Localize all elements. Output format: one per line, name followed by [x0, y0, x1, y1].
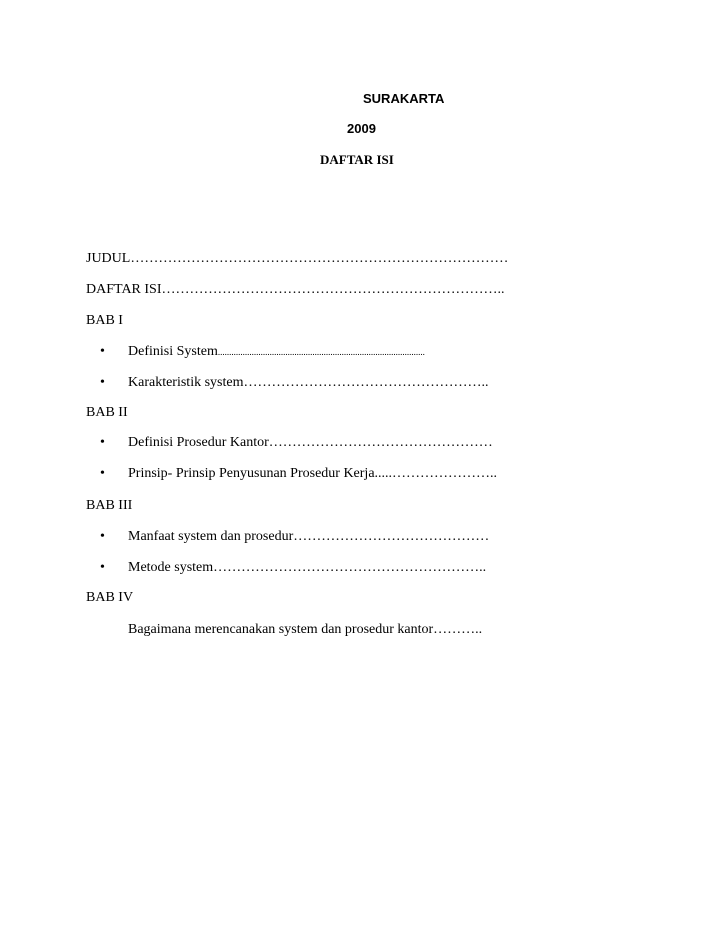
bab-1-heading: BAB I — [86, 313, 123, 328]
bab-3-heading: BAB III — [86, 498, 133, 513]
bullet-icon: • — [100, 435, 105, 450]
toc-entry-daftar-isi: DAFTAR ISI……………………………………………………………….. — [86, 282, 505, 297]
bullet-icon: • — [100, 466, 105, 481]
toc-entry-merencanakan-system: Bagaimana merencanakan system dan prosedur kantor……….. — [128, 622, 483, 637]
bullet-icon: • — [100, 529, 105, 544]
bullet-icon: • — [100, 375, 105, 390]
bullet-icon: • — [100, 560, 105, 575]
bullet-icon: • — [100, 344, 105, 359]
toc-entry-metode-system: Metode system………………………………………………….. — [128, 560, 487, 575]
toc-entry-karakteristik-system: Karakteristik system…………………………………………….. — [128, 375, 489, 390]
toc-entry-definisi-prosedur: Definisi Prosedur Kantor………………………………………… — [128, 435, 493, 450]
bab-2-heading: BAB II — [86, 405, 128, 420]
toc-entry-definisi-system — [128, 344, 425, 360]
toc-entry-prinsip-penyusunan — [128, 466, 497, 482]
toc-entry-text: Definisi System — [128, 344, 218, 359]
year-heading: 2009 — [347, 121, 376, 136]
city-heading: SURAKARTA — [363, 91, 445, 106]
toc-leader-dots: .....………………….. — [374, 466, 498, 481]
bab-4-heading: BAB IV — [86, 590, 134, 605]
toc-entry-text: Prinsip- Prinsip Penyusunan Prosedur Kerja — [128, 466, 375, 481]
toc-leader-dots: ............................................................................................ — [217, 347, 425, 357]
toc-entry-judul: JUDUL……………………………………………………………………… — [86, 251, 509, 266]
toc-entry-manfaat-system: Manfaat system dan prosedur…………………………………… — [128, 529, 490, 544]
toc-title: DAFTAR ISI — [320, 152, 394, 167]
